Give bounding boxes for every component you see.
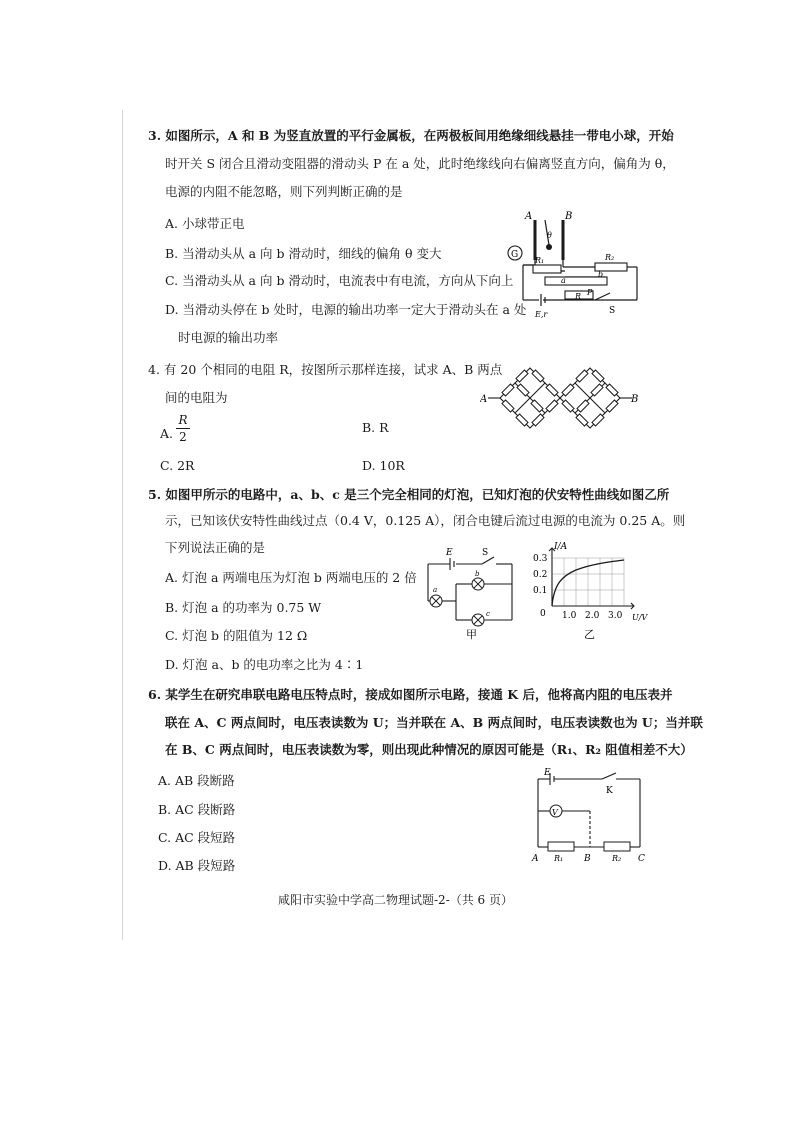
q6-label-r1: R₁ (554, 854, 564, 863)
q3-circuit-figure (505, 205, 645, 320)
q5-yi-xtick-3.0: 3.0 (608, 611, 623, 621)
q4-option-d: D. 10R (362, 458, 405, 473)
q4-option-a-numerator: R (178, 413, 188, 427)
q5-stem-line3: 下列说法正确的是 (165, 540, 266, 555)
q5-circuit-jia (420, 546, 520, 642)
q3-stem-line3: 电源的内阻不能忽略，则下列判断正确的是 (165, 184, 403, 199)
q4-label-a: A (480, 394, 488, 405)
q6-stem-line1: 6. 某学生在研究串联电路电压特点时，接成如图所示电路，接通 K 后，他将高内阻的电压表并 (148, 687, 673, 702)
q5-jia-label-e: E (446, 548, 453, 558)
q5-yi-xlabel: U/V (632, 613, 648, 622)
q5-yi-ytick-0.1: 0.1 (533, 586, 548, 596)
q3-label-b: b (598, 270, 604, 279)
q4-stem-line2: 间的电阻为 (165, 390, 228, 405)
q5-option-b: B. 灯泡 a 的功率为 0.75 W (165, 600, 322, 615)
q5-option-c: C. 灯泡 b 的阻值为 12 Ω (165, 628, 308, 643)
q3-label-a-plate: A (525, 211, 533, 222)
q4-option-c: C. 2R (160, 458, 195, 473)
q3-option-c: C. 当滑动头从 a 向 b 滑动时，电流表中有电流，方向从下向上 (165, 273, 514, 288)
q6-label-r2: R₂ (612, 854, 622, 863)
q6-stem-line3: 在 B、C 两点间时，电压表读数为零，则出现此种情况的原因可能是（R₁、R₂ 阻值相差不大） (165, 742, 693, 757)
q4-label-b: B (631, 394, 639, 405)
q5-jia-caption: 甲 (466, 628, 477, 641)
q6-label-b: B (584, 854, 591, 864)
q5-yi-xtick-2.0: 2.0 (585, 611, 600, 621)
q5-jia-label-s: S (482, 548, 489, 558)
q6-option-c: C. AC 段短路 (158, 830, 236, 845)
q4-option-a-label: A. (160, 426, 174, 441)
q6-label-a: A (532, 854, 539, 864)
q5-yi-caption: 乙 (584, 628, 595, 641)
q5-yi-ytick-0.3: 0.3 (533, 554, 548, 564)
q4-option-a-fraction (176, 413, 190, 444)
q3-label-a: a (561, 276, 566, 285)
q3-label-p: P (587, 288, 593, 297)
q6-label-c: C (638, 854, 645, 864)
q3-option-d-line1: D. 当滑动头停在 b 处时，电源的输出功率一定大于滑动头在 a 处 (165, 302, 527, 317)
q5-stem-line2: 示，已知该伏安特性曲线过点（0.4 V，0.125 A），闭合电键后流过电源的电流为 0.25 A。则 (165, 513, 686, 528)
q6-stem-line2: 联在 A、C 两点间时，电压表读数为 U；当并联在 A、B 两点间时，电压表读数也为 U；当并联 (165, 715, 703, 730)
q6-option-b: B. AC 段断路 (158, 802, 236, 817)
q3-label-r1: R₁ (535, 256, 545, 265)
q6-option-a: A. AB 段断路 (158, 773, 235, 788)
page-scan-edge (122, 110, 123, 940)
q3-label-s: S (609, 306, 616, 316)
page-footer: 咸阳市实验中学高二物理试题-2-（共 6 页） (278, 893, 514, 907)
q3-option-a: A. 小球带正电 (165, 216, 245, 231)
q5-jia-label-a: a (433, 586, 438, 594)
q4-stem-line1: 4. 有 20 个相同的电阻 R，按图所示那样连接，试求 A、B 两点 (148, 362, 503, 377)
q5-option-a: A. 灯泡 a 两端电压为灯泡 b 两端电压的 2 倍 (165, 570, 417, 585)
q3-stem-line1: 3. 如图所示，A 和 B 为竖直放置的平行金属板，在两极板间用绝缘细线悬挂一带电小球，开始 (148, 128, 674, 143)
q5-yi-origin: 0 (540, 609, 546, 619)
q6-label-k: K (606, 786, 613, 796)
q3-label-g: G (511, 250, 519, 260)
q3-label-b-plate: B (565, 211, 573, 222)
q5-option-d: D. 灯泡 a、b 的电功率之比为 4∶1 (165, 657, 364, 672)
q6-label-e: E (544, 768, 551, 778)
q3-option-d-line2: 时电源的输出功率 (178, 330, 279, 345)
q3-option-b: B. 当滑动头从 a 向 b 滑动时，细线的偏角 θ 变大 (165, 246, 442, 261)
q4-option-a-denominator: 2 (179, 430, 187, 444)
q5-jia-label-c: c (486, 610, 490, 618)
q5-yi-xtick-1.0: 1.0 (562, 611, 577, 621)
q3-label-r2: R₂ (605, 253, 615, 262)
q5-yi-ytick-0.2: 0.2 (533, 570, 548, 580)
q3-stem-line2: 时开关 S 闭合且滑动变阻器的滑动头 P 在 a 处，此时绝缘线向右偏离竖直方向，偏角为 θ， (165, 156, 675, 171)
q3-label-theta: θ (547, 231, 552, 240)
q3-label-r: R (575, 292, 582, 301)
q3-label-er: E,r (535, 310, 548, 319)
q5-jia-label-b: b (475, 570, 480, 578)
charged-ball (546, 244, 552, 250)
q6-option-d: D. AB 段短路 (158, 858, 236, 873)
q6-label-v: V (552, 808, 558, 817)
q4-resistor-network-figure (480, 352, 640, 444)
q5-stem-line1: 5. 如图甲所示的电路中，a、b、c 是三个完全相同的灯泡，已知灯泡的伏安特性曲线如图乙所 (148, 487, 670, 502)
q6-circuit-figure (528, 765, 653, 865)
q5-iv-chart-yi (532, 540, 652, 648)
q5-yi-ylabel: I/A (554, 542, 568, 552)
q4-option-b: B. R (362, 420, 389, 435)
